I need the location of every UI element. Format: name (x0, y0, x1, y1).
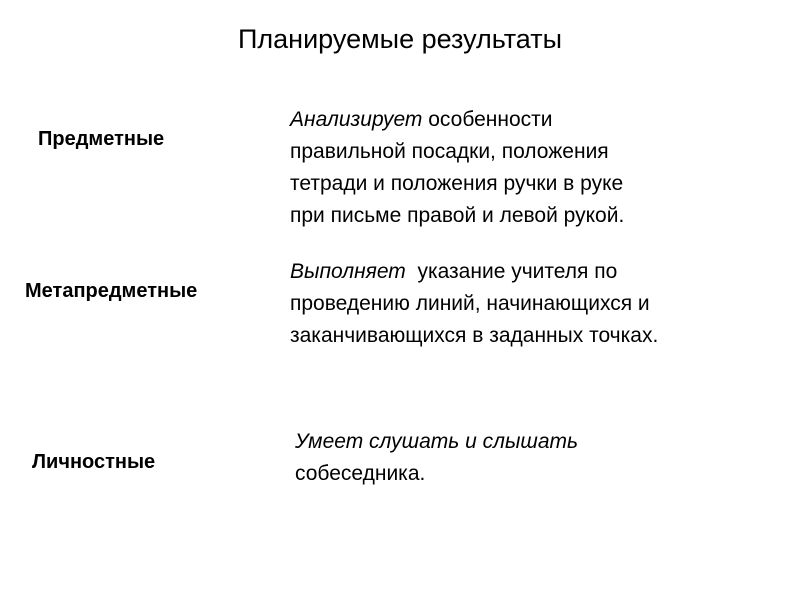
result-description-metasubject (290, 256, 780, 352)
result-text-line: заканчивающихся в заданных точках. (290, 324, 659, 347)
category-label-metasubject: Метапредметные (25, 280, 198, 302)
result-text-line: проведению линий, начинающихся и (290, 292, 650, 315)
result-description-subject (290, 104, 720, 232)
result-description-personal (295, 426, 715, 490)
result-text-line: особенности (422, 108, 553, 131)
category-label-subject: Предметные (38, 128, 165, 150)
result-text-line: указание учителя по (405, 260, 618, 283)
result-text-line: тетради и положения ручки в руке (290, 172, 624, 195)
result-text-line: при письме правой и левой рукой. (290, 204, 625, 227)
result-verb: Умеет слушать и слышать (295, 430, 579, 453)
result-verb: Анализирует (290, 108, 423, 131)
result-text-line: собеседника. (295, 462, 426, 485)
slide-title: Планируемые результаты (238, 24, 562, 54)
category-label-personal: Личностные (32, 451, 156, 473)
result-verb: Выполняет (290, 260, 406, 283)
result-text-line: правильной посадки, положения (290, 140, 609, 163)
